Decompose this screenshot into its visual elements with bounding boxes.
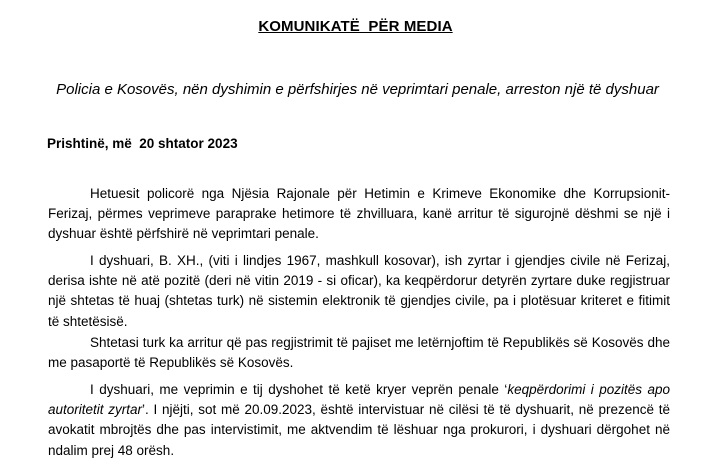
dateline: Prishtinë, më 20 shtator 2023 [47, 136, 238, 151]
paragraph-2: I dyshuari, B. XH., (viti i lindjes 1967, mashkull kosovar), ish zyrtar i gjendjes civile në Ferizaj, derisa ishte në atë pozitë (deri në vitin 2019 - si oficar), ka keqpërdorur detyrën zyrtare duke regjistruar një shtetas të huaj (shtetas turk) në sistemin elektronik të gjendjes civile, pa i plotësuar kriteret e fitimit të shtetësisë. [48, 253, 670, 329]
document-title: KOMUNIKATË PËR MEDIA [258, 18, 453, 35]
offence-name: keqpërdorimi i pozitës apo autoritetit zyrtar [48, 382, 670, 418]
paragraph-4-tail: ’. I njëjti, sot më 20.09.2023, është intervistuar në cilësi të të dyshuarit, në prezencë të avokatit mbrojtës dhe pas intervistimit, me aktvendim të lëshuar nga prokurori, i dyshuari dërgohet në ndalim prej 48 orësh. [48, 402, 670, 458]
paragraph-3: Shtetasi turk ka arritur që pas regjistrimit të pajiset me letërnjoftim të Republikës së Kosovës dhe me pasaportë të Republikës së Kosovës. [48, 335, 670, 371]
document-subtitle: Policia e Kosovës, nën dyshimin e përfshirjes në veprimtari penale, arreston një të dyshuar [56, 81, 659, 98]
paragraph-4 [48, 380, 670, 461]
paragraph-1: Hetuesit policorë nga Njësia Rajonale për Hetimin e Krimeve Ekonomike dhe Korrupsionit- Ferizaj, përmes veprimeve paraprake hetimore të zhvilluara, kanë arritur të sigurojnë dëshmi se një i dyshuar është përfshirë në veprimtari penale. [48, 186, 670, 242]
paragraph-4-lead: I dyshuari, me veprimin e tij dyshohet të ketë kryer veprën penale ‘ [90, 382, 508, 397]
